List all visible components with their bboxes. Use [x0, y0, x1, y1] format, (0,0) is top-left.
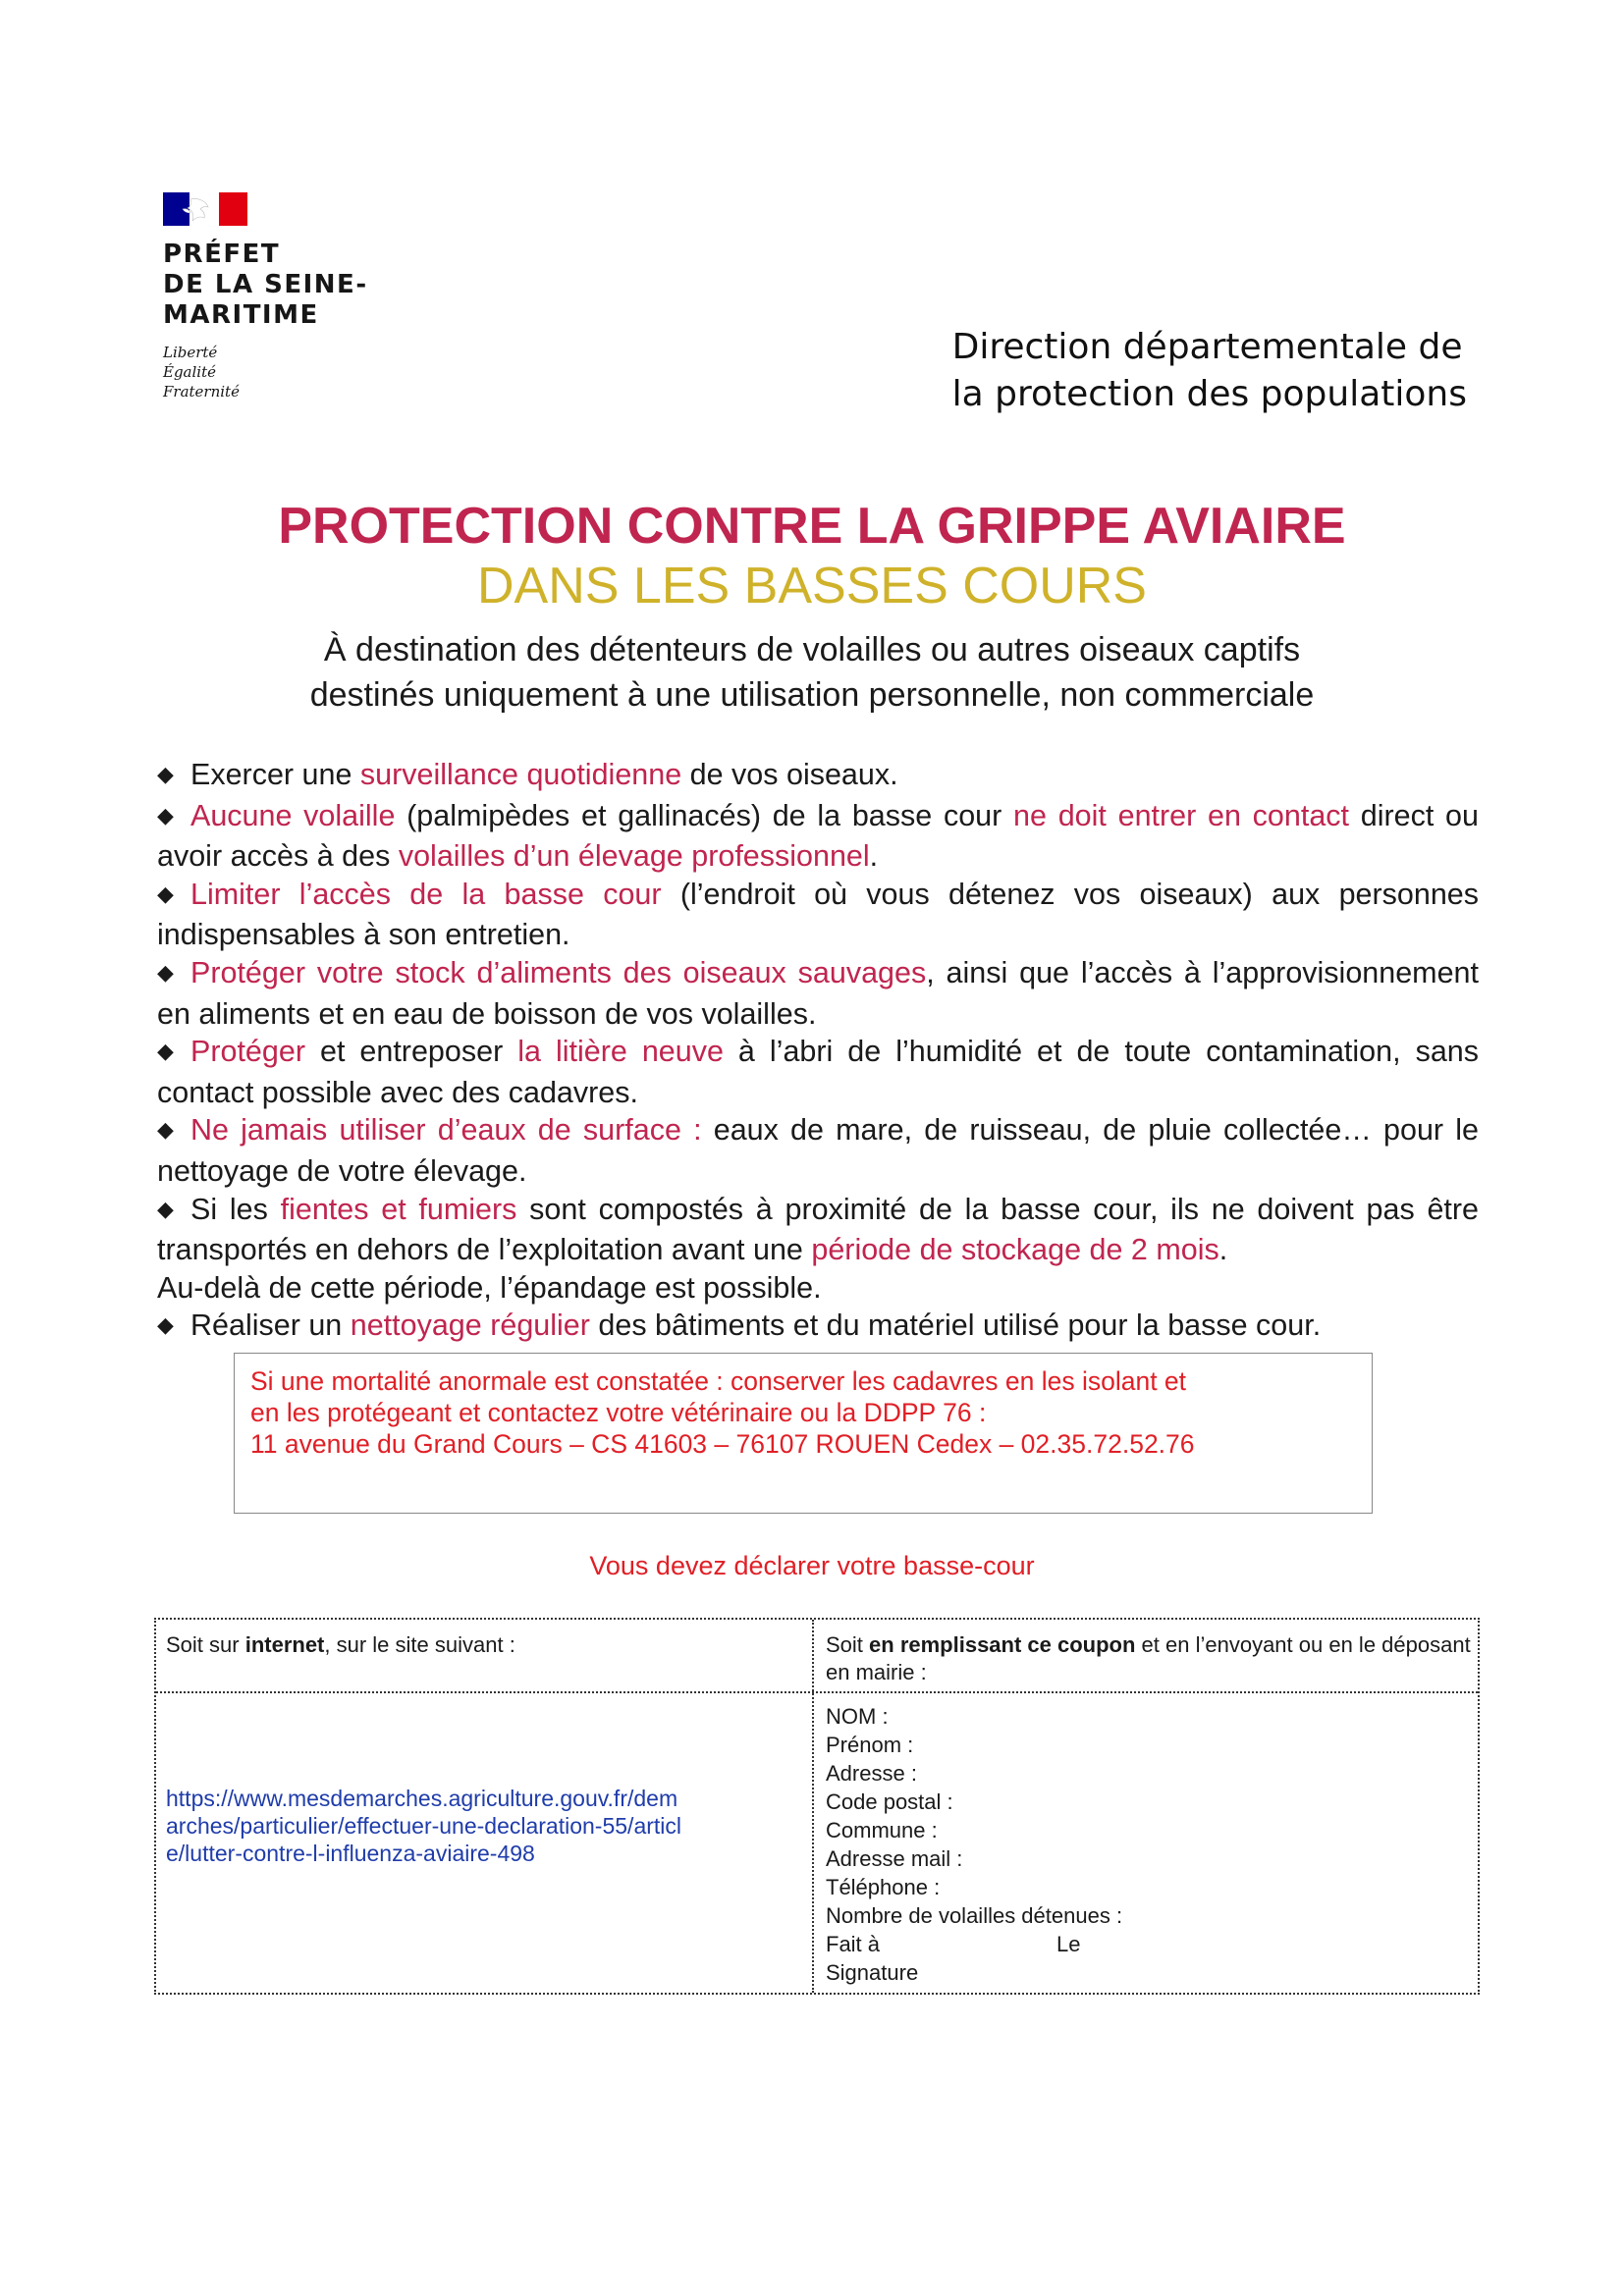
- highlight: Aucune volaille: [190, 798, 396, 832]
- field-code-postal[interactable]: Code postal :: [826, 1789, 953, 1814]
- table-divider-vertical: [812, 1620, 814, 1993]
- text: (l’endroit où vous détenez vos oiseaux) aux personnes indispensables à son entretien.: [157, 877, 1480, 952]
- marianne-flag-icon: [163, 192, 247, 226]
- declaration-link[interactable]: [166, 1785, 804, 1867]
- subtitle-line-1: À destination des détenteurs de volailles ou autres oiseaux captifs: [323, 631, 1301, 668]
- list-item: [157, 1033, 1479, 1111]
- direction-line-2: la protection des populations: [951, 374, 1467, 414]
- list-item: [157, 797, 1479, 876]
- main-title: PROTECTION CONTRE LA GRIPPE AVIAIRE: [278, 498, 1346, 555]
- mortality-alert-box: [234, 1353, 1373, 1514]
- prefet-line-1: PRÉFET: [163, 240, 281, 269]
- text: (palmipèdes et gallinacés) de la basse cour: [395, 798, 1014, 832]
- motto-liberte: Liberté: [163, 344, 218, 361]
- field-commune[interactable]: Commune :: [826, 1818, 938, 1842]
- direction-heading: [952, 324, 1467, 418]
- diamond-bullet-icon: ◆: [157, 1196, 174, 1221]
- text: eaux de mare, de ruisseau, de pluie collectée… pour le nettoyage de votre élevage.: [157, 1113, 1479, 1188]
- direction-line-1: Direction départementale de: [951, 327, 1463, 367]
- highlight: la litière neuve: [517, 1035, 724, 1069]
- text: , ainsi que l’accès à l’approvisionnement en aliments et en eau de boisson de vos volailles.: [157, 955, 1479, 1031]
- field-fait-le[interactable]: [826, 1930, 1474, 1958]
- field-le: Le: [1056, 1932, 1081, 1956]
- recommendations-list: [157, 756, 1479, 1348]
- list-item: [157, 756, 1479, 797]
- coupon-form-fields: [826, 1702, 1474, 1987]
- diamond-bullet-icon: ◆: [157, 1117, 174, 1143]
- text-bold: en remplissant ce coupon: [869, 1632, 1136, 1657]
- republic-motto: [163, 343, 418, 401]
- list-item: [157, 1111, 1479, 1190]
- field-signature[interactable]: Signature: [826, 1960, 919, 1985]
- highlight: nettoyage régulier: [350, 1308, 590, 1343]
- highlight: fientes et fumiers: [280, 1192, 517, 1226]
- table-divider-horizontal: [156, 1691, 1478, 1693]
- declare-notice: Vous devez déclarer votre basse-cour: [589, 1551, 1035, 1580]
- highlight: surveillance quotidienne: [359, 758, 682, 791]
- link-line-1[interactable]: https://www.mesdemarches.agriculture.gouv.fr/dem: [166, 1786, 678, 1811]
- highlight: Ne jamais utiliser d’eaux de surface :: [190, 1113, 702, 1148]
- text: à l’abri de l’humidité et de toute contamination, sans contact possible avec des cadavres.: [157, 1035, 1479, 1109]
- text: et en l’envoyant ou en le déposant en mairie :: [826, 1632, 1471, 1684]
- field-nom[interactable]: NOM :: [826, 1704, 889, 1729]
- list-item: [157, 876, 1479, 954]
- diamond-bullet-icon: ◆: [157, 762, 174, 786]
- text: Exercer une: [190, 758, 360, 791]
- prefet-line-3: MARITIME: [163, 300, 319, 330]
- text: des bâtiments et du matériel utilisé pour la basse cour.: [589, 1308, 1322, 1343]
- diamond-bullet-icon: ◆: [157, 959, 174, 985]
- highlight: Protéger: [190, 1035, 305, 1069]
- diamond-bullet-icon: ◆: [157, 881, 174, 906]
- field-adresse[interactable]: Adresse :: [826, 1761, 917, 1786]
- field-fait-a: Fait à: [826, 1932, 881, 1956]
- prefet-logo: [163, 192, 418, 401]
- coupon-option-header: [826, 1631, 1474, 1686]
- link-line-3[interactable]: e/lutter-contre-l-influenza-aviaire-498: [166, 1841, 535, 1866]
- diamond-bullet-icon: ◆: [157, 802, 174, 828]
- diamond-bullet-icon: ◆: [157, 1312, 174, 1338]
- field-nombre-volailles[interactable]: Nombre de volailles détenues :: [826, 1903, 1123, 1928]
- list-item-continuation: [157, 1269, 1479, 1308]
- text: .: [1218, 1233, 1228, 1267]
- motto-fraternite: Fraternité: [163, 383, 240, 400]
- link-line-2[interactable]: arches/particulier/effectuer-une-declaration-55/articl: [166, 1813, 682, 1839]
- highlight: période de stockage de 2 mois: [811, 1233, 1219, 1267]
- subtitle: [0, 627, 1624, 718]
- list-item: [157, 954, 1479, 1033]
- field-adresse-mail[interactable]: Adresse mail :: [826, 1846, 963, 1871]
- text: de vos oiseaux.: [681, 758, 898, 791]
- internet-option-header: [166, 1631, 804, 1659]
- field-prenom[interactable]: Prénom :: [826, 1733, 914, 1757]
- text: .: [869, 839, 879, 874]
- text: Réaliser un: [190, 1308, 351, 1343]
- title-block: [0, 496, 1624, 718]
- text: direct ou avoir accès à des: [157, 798, 1479, 874]
- secondary-title: DANS LES BASSES COURS: [477, 558, 1147, 614]
- text: Si les: [190, 1192, 281, 1226]
- list-item: [157, 1191, 1479, 1269]
- field-telephone[interactable]: Téléphone :: [826, 1875, 941, 1899]
- list-item: [157, 1307, 1479, 1348]
- alert-line-1: Si une mortalité anormale est constatée : conserver les cadavres en les isolant et: [250, 1366, 1187, 1396]
- diamond-bullet-icon: ◆: [157, 1039, 174, 1064]
- text: Au-delà de cette période, l’épandage est possible.: [157, 1270, 822, 1305]
- motto-egalite: Égalité: [163, 363, 216, 381]
- text-bold: internet: [244, 1632, 325, 1657]
- prefet-line-2: DE LA SEINE-: [163, 270, 368, 299]
- highlight: ne doit entrer en contact: [1013, 798, 1350, 832]
- text: , sur le site suivant :: [324, 1632, 515, 1657]
- text: sont compostés à proximité de la basse cour, ils ne doivent pas être transportés en dehors de l’exploitation avant une: [157, 1192, 1479, 1267]
- text: Soit: [826, 1632, 870, 1657]
- text: et entreposer: [304, 1035, 518, 1069]
- alert-contact-address: 11 avenue du Grand Cours – CS 41603 – 76107 ROUEN Cedex – 02.35.72.52.76: [250, 1429, 1195, 1459]
- subtitle-line-2: destinés uniquement à une utilisation personnelle, non commerciale: [309, 676, 1315, 714]
- highlight: Limiter l’accès de la basse cour: [190, 877, 662, 911]
- prefet-title: [163, 240, 418, 331]
- highlight: volailles d’un élevage professionnel: [398, 839, 870, 874]
- highlight: Protéger votre stock d’aliments des oiseaux sauvages: [190, 955, 927, 989]
- declaration-coupon-table: [154, 1618, 1480, 1995]
- alert-line-2: en les protégeant et contactez votre vétérinaire ou la DDPP 76 :: [250, 1398, 987, 1427]
- text: Soit sur: [166, 1632, 245, 1657]
